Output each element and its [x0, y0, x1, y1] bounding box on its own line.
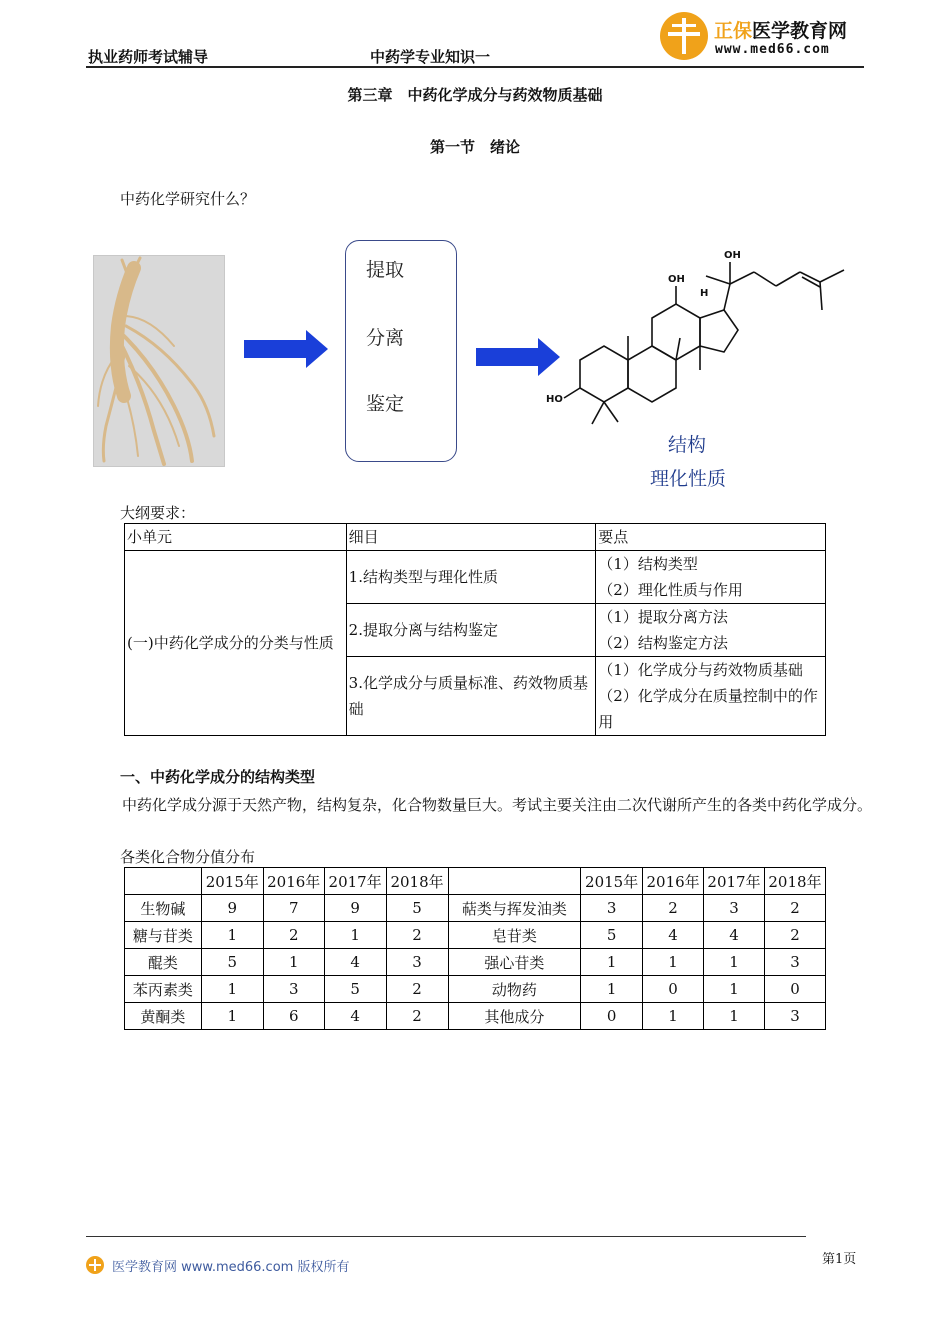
- score-cell: 3: [581, 895, 643, 922]
- arrow-right-icon: [244, 330, 328, 368]
- category-name: 生物碱: [125, 895, 202, 922]
- score-cell: 6: [263, 1003, 324, 1030]
- table-row: [125, 1003, 826, 1030]
- table-row: [125, 922, 826, 949]
- brand-name: 正保医学教育网: [714, 20, 848, 42]
- outline-label: 大纲要求：: [120, 504, 196, 522]
- score-cell: 3: [764, 1003, 825, 1030]
- category-name: 强心苷类: [448, 949, 581, 976]
- table-cell-unit: (一)中药化学成分的分类与性质: [125, 551, 347, 736]
- table-header-year: 2016年: [643, 868, 704, 895]
- score-cell: 4: [704, 922, 765, 949]
- distribution-label: 各类化合物分值分布: [120, 848, 256, 866]
- process-step-separation: 分离: [366, 327, 405, 349]
- chapter-title: 第三章 中药化学成分与药效物质基础: [347, 86, 603, 104]
- category-name: 醌类: [125, 949, 202, 976]
- table-header: 细目: [346, 524, 596, 551]
- table-header: 小单元: [125, 524, 347, 551]
- score-cell: 0: [643, 976, 704, 1003]
- table-header-empty: [448, 868, 581, 895]
- table-cell: 1.结构类型与理化性质: [346, 551, 596, 604]
- table-header-year: 2015年: [201, 868, 263, 895]
- category-name: 皂苷类: [448, 922, 581, 949]
- table-header-year: 2017年: [704, 868, 765, 895]
- table-header-year: 2017年: [324, 868, 386, 895]
- table-header: 要点: [596, 524, 826, 551]
- page-number: 第1页: [822, 1252, 857, 1267]
- process-box: [345, 240, 457, 462]
- score-cell: 9: [324, 895, 386, 922]
- svg-text:HO: HO: [546, 394, 563, 405]
- score-cell: 2: [643, 895, 704, 922]
- score-distribution-table: [124, 867, 826, 1030]
- footer-copyright: 医学教育网 www.med66.com 版权所有: [112, 1260, 350, 1275]
- table-row: [125, 895, 826, 922]
- structure-label: 结构: [668, 434, 707, 456]
- process-step-identification: 鉴定: [366, 393, 405, 415]
- score-cell: 1: [704, 976, 765, 1003]
- score-cell: 1: [201, 922, 263, 949]
- table-cell: （1）化学成分与药效物质基础 （2）化学成分在质量控制中的作用: [596, 657, 826, 736]
- section-title: 第一节 绪论: [429, 138, 520, 156]
- brand-logo-icon: [660, 12, 708, 60]
- score-cell: 9: [201, 895, 263, 922]
- footer-logo-icon: [86, 1256, 104, 1274]
- table-cell: （1）提取分离方法 （2）结构鉴定方法: [596, 604, 826, 657]
- header-divider: [86, 66, 864, 68]
- score-cell: 2: [764, 895, 825, 922]
- category-name: 萜类与挥发油类: [448, 895, 581, 922]
- header-subject: 中药学专业知识一: [370, 48, 491, 66]
- table-header-row: [125, 868, 826, 895]
- score-cell: 1: [324, 922, 386, 949]
- intro-question: 中药化学研究什么？: [120, 190, 256, 208]
- score-cell: 1: [263, 949, 324, 976]
- score-cell: 1: [201, 976, 263, 1003]
- score-cell: 3: [263, 976, 324, 1003]
- score-cell: 2: [386, 922, 448, 949]
- outline-table: [124, 523, 826, 736]
- score-cell: 0: [581, 1003, 643, 1030]
- table-header-year: 2018年: [764, 868, 825, 895]
- score-cell: 1: [581, 949, 643, 976]
- table-header-row: [125, 524, 826, 551]
- category-name: 黄酮类: [125, 1003, 202, 1030]
- footer-divider: [86, 1236, 806, 1237]
- table-cell: 3.化学成分与质量标准、药效物质基础: [346, 657, 596, 736]
- svg-text:OH: OH: [724, 250, 741, 261]
- svg-text:H: H: [700, 288, 709, 299]
- score-cell: 5: [201, 949, 263, 976]
- category-name: 其他成分: [448, 1003, 581, 1030]
- table-header-year: 2016年: [263, 868, 324, 895]
- score-cell: 1: [581, 976, 643, 1003]
- score-cell: 1: [643, 949, 704, 976]
- score-cell: 3: [764, 949, 825, 976]
- category-name: 动物药: [448, 976, 581, 1003]
- table-header-year: 2018年: [386, 868, 448, 895]
- table-row: [125, 551, 826, 604]
- score-cell: 5: [581, 922, 643, 949]
- table-cell: 2.提取分离与结构鉴定: [346, 604, 596, 657]
- score-cell: 0: [764, 976, 825, 1003]
- chemical-structure-diagram: [540, 240, 860, 440]
- table-cell: （1）结构类型 （2）理化性质与作用: [596, 551, 826, 604]
- heading-structure-types: 一、中药化学成分的结构类型: [120, 768, 316, 786]
- score-cell: 1: [704, 949, 765, 976]
- category-name: 糖与苷类: [125, 922, 202, 949]
- category-name: 苯丙素类: [125, 976, 202, 1003]
- score-cell: 7: [263, 895, 324, 922]
- score-cell: 3: [386, 949, 448, 976]
- score-cell: 4: [643, 922, 704, 949]
- score-cell: 3: [704, 895, 765, 922]
- header-exam-title: 执业药师考试辅导: [88, 48, 209, 66]
- score-cell: 5: [324, 976, 386, 1003]
- table-row: [125, 976, 826, 1003]
- score-cell: 1: [643, 1003, 704, 1030]
- score-cell: 1: [201, 1003, 263, 1030]
- score-cell: 2: [386, 976, 448, 1003]
- score-cell: 2: [386, 1003, 448, 1030]
- body-paragraph: 中药化学成分源于天然产物，结构复杂，化合物数量巨大。考试主要关注由二次代谢所产生的各类中药化学成分。: [122, 796, 873, 814]
- score-cell: 2: [764, 922, 825, 949]
- process-step-extraction: 提取: [366, 259, 405, 281]
- svg-text:OH: OH: [668, 274, 685, 285]
- properties-label: 理化性质: [650, 468, 727, 490]
- score-cell: 5: [386, 895, 448, 922]
- table-header-empty: [125, 868, 202, 895]
- score-cell: 2: [263, 922, 324, 949]
- score-cell: 4: [324, 949, 386, 976]
- score-cell: 4: [324, 1003, 386, 1030]
- score-cell: 1: [704, 1003, 765, 1030]
- table-row: [125, 949, 826, 976]
- table-header-year: 2015年: [581, 868, 643, 895]
- ginseng-image: [93, 255, 225, 467]
- brand-url: www.med66.com: [715, 42, 830, 57]
